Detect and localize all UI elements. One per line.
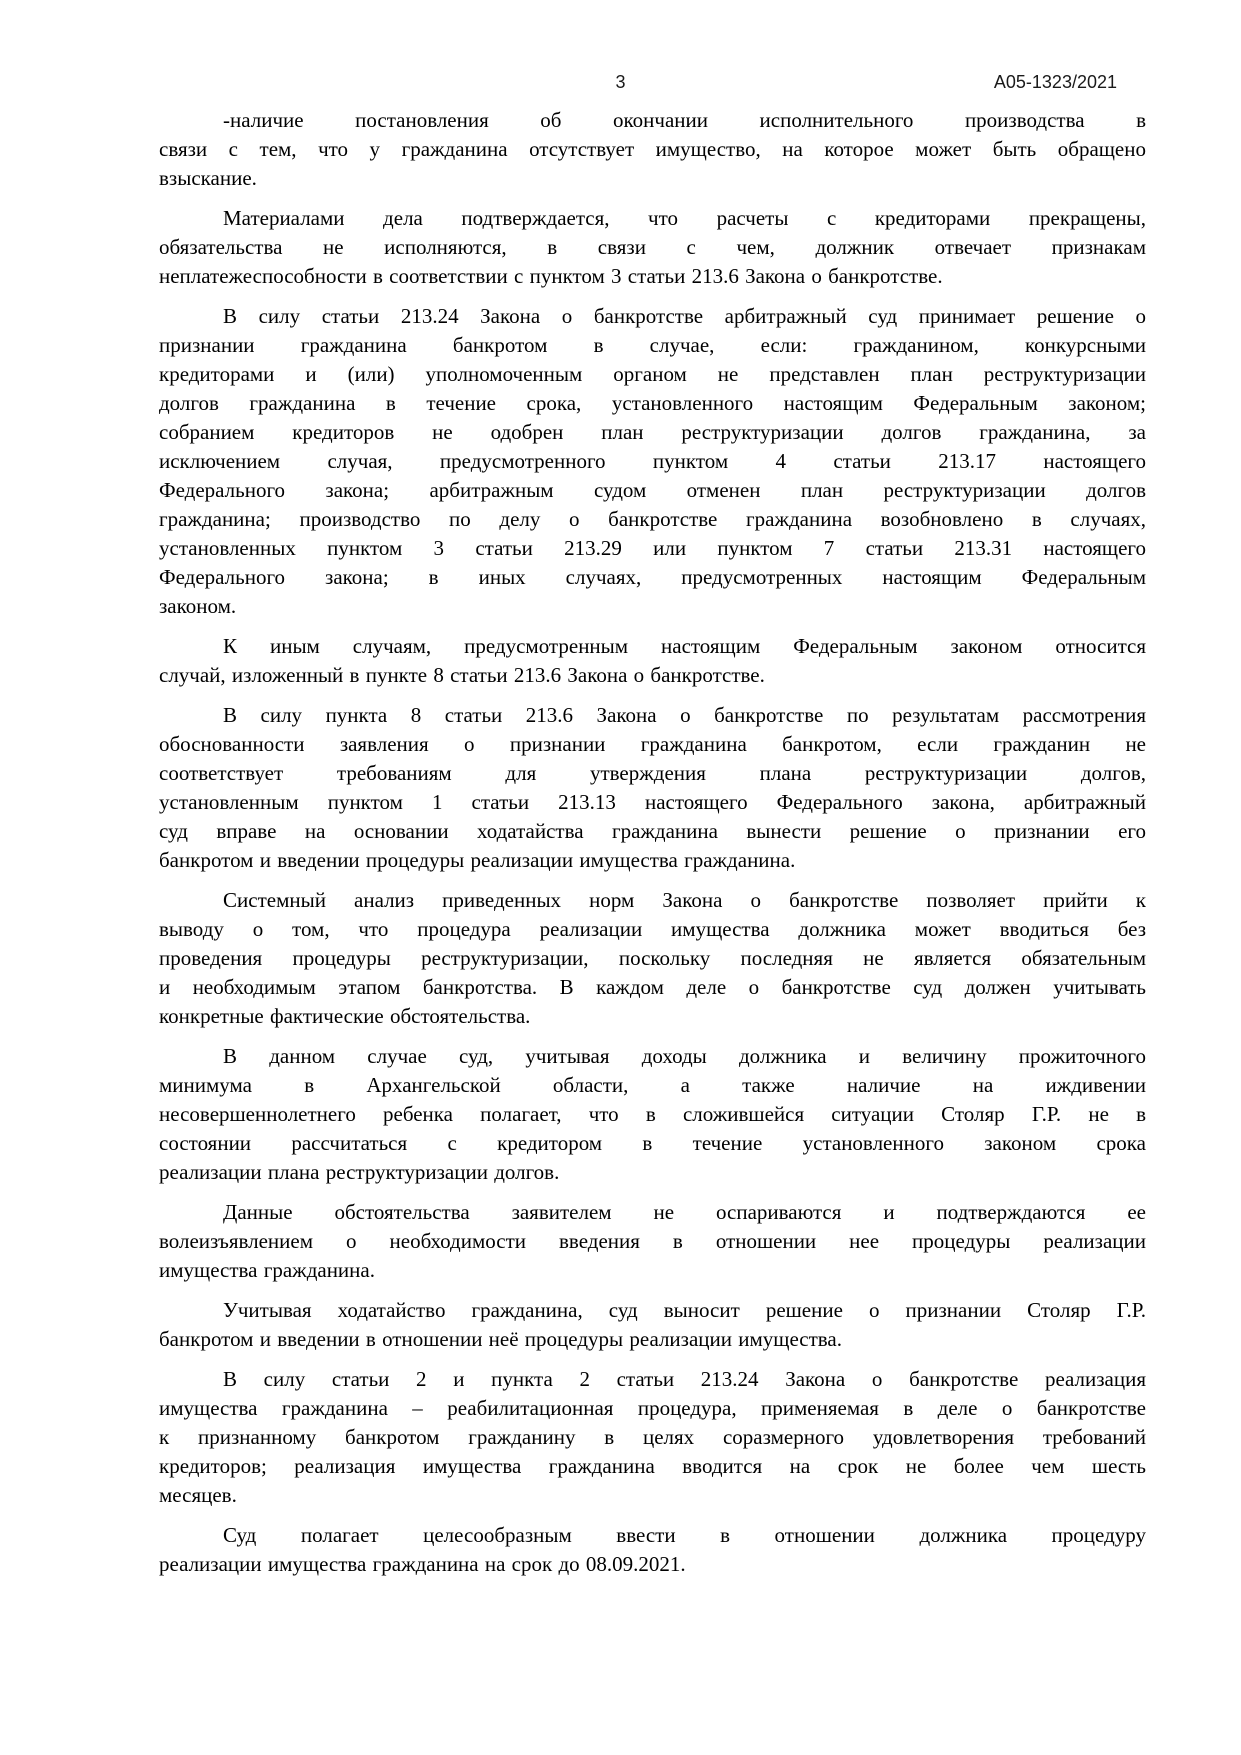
paragraph-line: реализации имущества гражданина на срок до 08.09.2021. bbox=[159, 1552, 686, 1576]
case-number: А05-1323/2021 bbox=[993, 72, 1117, 92]
paragraph-line: В данном случае суд, учитывая доходы должника и величину прожиточного bbox=[223, 1044, 1146, 1068]
document-body bbox=[159, 106, 1146, 1590]
paragraph-line: кредиторов; реализация имущества гражданина вводится на срок не более чем шесть bbox=[159, 1454, 1146, 1478]
paragraph-line: В силу пункта 8 статьи 213.6 Закона о банкротстве по результатам рассмотрения bbox=[223, 703, 1146, 727]
paragraph-line: неплатежеспособности в соответствии с пунктом 3 статьи 213.6 Закона о банкротстве. bbox=[159, 264, 943, 288]
paragraph-line: законом. bbox=[159, 594, 237, 618]
paragraph-line: имущества гражданина – реабилитационная процедура, применяемая в деле о банкротстве bbox=[159, 1396, 1146, 1420]
paragraph-line: несовершеннолетнего ребенка полагает, что в сложившейся ситуации Столяр Г.Р. не в bbox=[159, 1102, 1146, 1126]
paragraph-line: Данные обстоятельства заявителем не оспариваются и подтверждаются ее bbox=[223, 1200, 1146, 1224]
paragraph-line: имущества гражданина. bbox=[159, 1258, 375, 1282]
paragraph-line: кредиторами и (или) уполномоченным органом не представлен план реструктуризации bbox=[159, 362, 1146, 386]
paragraph-line: гражданина; производство по делу о банкротстве гражданина возобновлено в случаях, bbox=[159, 507, 1146, 531]
paragraph bbox=[159, 632, 1146, 690]
paragraph-line: к признанному банкротом гражданину в целях соразмерного удовлетворения требований bbox=[159, 1425, 1146, 1449]
paragraph-line: состоянии рассчитаться с кредитором в течение установленного законом срока bbox=[159, 1131, 1146, 1155]
paragraph-line: соответствует требованиям для утверждения плана реструктуризации долгов, bbox=[159, 761, 1146, 785]
paragraph-line: минимума в Архангельской области, а также наличие на иждивении bbox=[159, 1073, 1146, 1097]
paragraph bbox=[159, 204, 1146, 291]
paragraph-line: обязательства не исполняются, в связи с чем, должник отвечает признакам bbox=[159, 235, 1146, 259]
page-header bbox=[0, 72, 1241, 94]
paragraph-line: исключением случая, предусмотренного пунктом 4 статьи 213.17 настоящего bbox=[159, 449, 1146, 473]
paragraph-line: случай, изложенный в пункте 8 статьи 213.6 Закона о банкротстве. bbox=[159, 663, 765, 687]
paragraph-line: банкротом и введении в отношении неё процедуры реализации имущества. bbox=[159, 1327, 843, 1351]
paragraph-line: волеизъявлением о необходимости введения в отношении нее процедуры реализации bbox=[159, 1229, 1146, 1253]
paragraph bbox=[159, 701, 1146, 875]
paragraph bbox=[159, 1042, 1146, 1187]
paragraph-line: Материалами дела подтверждается, что расчеты с кредиторами прекращены, bbox=[223, 206, 1146, 230]
paragraph-line: конкретные фактические обстоятельства. bbox=[159, 1004, 531, 1028]
paragraph-line: суд вправе на основании ходатайства гражданина вынести решение о признании его bbox=[159, 819, 1146, 843]
paragraph-line: установленным пунктом 1 статьи 213.13 настоящего Федерального закона, арбитражный bbox=[159, 790, 1146, 814]
paragraph bbox=[159, 302, 1146, 621]
paragraph-line: банкротом и введении процедуры реализации имущества гражданина. bbox=[159, 848, 796, 872]
paragraph bbox=[159, 886, 1146, 1031]
paragraph-line: Федерального закона; арбитражным судом отменен план реструктуризации долгов bbox=[159, 478, 1146, 502]
paragraph-line: и необходимым этапом банкротства. В каждом деле о банкротстве суд должен учитывать bbox=[159, 975, 1146, 999]
paragraph-line: обоснованности заявления о признании гражданина банкротом, если гражданин не bbox=[159, 732, 1146, 756]
paragraph-line: связи с тем, что у гражданина отсутствует имущество, на которое может быть обращено bbox=[159, 137, 1146, 161]
paragraph-line: выводу о том, что процедура реализации имущества должника может вводиться без bbox=[159, 917, 1146, 941]
paragraph-line: взыскание. bbox=[159, 166, 257, 190]
paragraph bbox=[159, 1296, 1146, 1354]
paragraph-line: К иным случаям, предусмотренным настоящим Федеральным законом относится bbox=[223, 634, 1146, 658]
paragraph bbox=[159, 106, 1146, 193]
paragraph bbox=[159, 1198, 1146, 1285]
paragraph-line: Системный анализ приведенных норм Закона о банкротстве позволяет прийти к bbox=[223, 888, 1146, 912]
paragraph-line: Учитывая ходатайство гражданина, суд выносит решение о признании Столяр Г.Р. bbox=[223, 1298, 1146, 1322]
paragraph-line: проведения процедуры реструктуризации, поскольку последняя не является обязательным bbox=[159, 946, 1146, 970]
paragraph-line: признании гражданина банкротом в случае, если: гражданином, конкурсными bbox=[159, 333, 1146, 357]
paragraph-line: месяцев. bbox=[159, 1483, 237, 1507]
paragraph-line: В силу статьи 213.24 Закона о банкротстве арбитражный суд принимает решение о bbox=[223, 304, 1146, 328]
paragraph-line: -наличие постановления об окончании исполнительного производства в bbox=[223, 108, 1146, 132]
paragraph-line: Суд полагает целесообразным ввести в отношении должника процедуру bbox=[223, 1523, 1146, 1547]
paragraph bbox=[159, 1521, 1146, 1579]
paragraph-line: Федерального закона; в иных случаях, предусмотренных настоящим Федеральным bbox=[159, 565, 1146, 589]
page-number: 3 bbox=[615, 72, 626, 92]
paragraph-line: собранием кредиторов не одобрен план реструктуризации долгов гражданина, за bbox=[159, 420, 1146, 444]
paragraph-line: установленных пунктом 3 статьи 213.29 или пунктом 7 статьи 213.31 настоящего bbox=[159, 536, 1146, 560]
paragraph bbox=[159, 1365, 1146, 1510]
paragraph-line: долгов гражданина в течение срока, установленного настоящим Федеральным законом; bbox=[159, 391, 1146, 415]
paragraph-line: реализации плана реструктуризации долгов. bbox=[159, 1160, 560, 1184]
paragraph-line: В силу статьи 2 и пункта 2 статьи 213.24 Закона о банкротстве реализация bbox=[223, 1367, 1146, 1391]
